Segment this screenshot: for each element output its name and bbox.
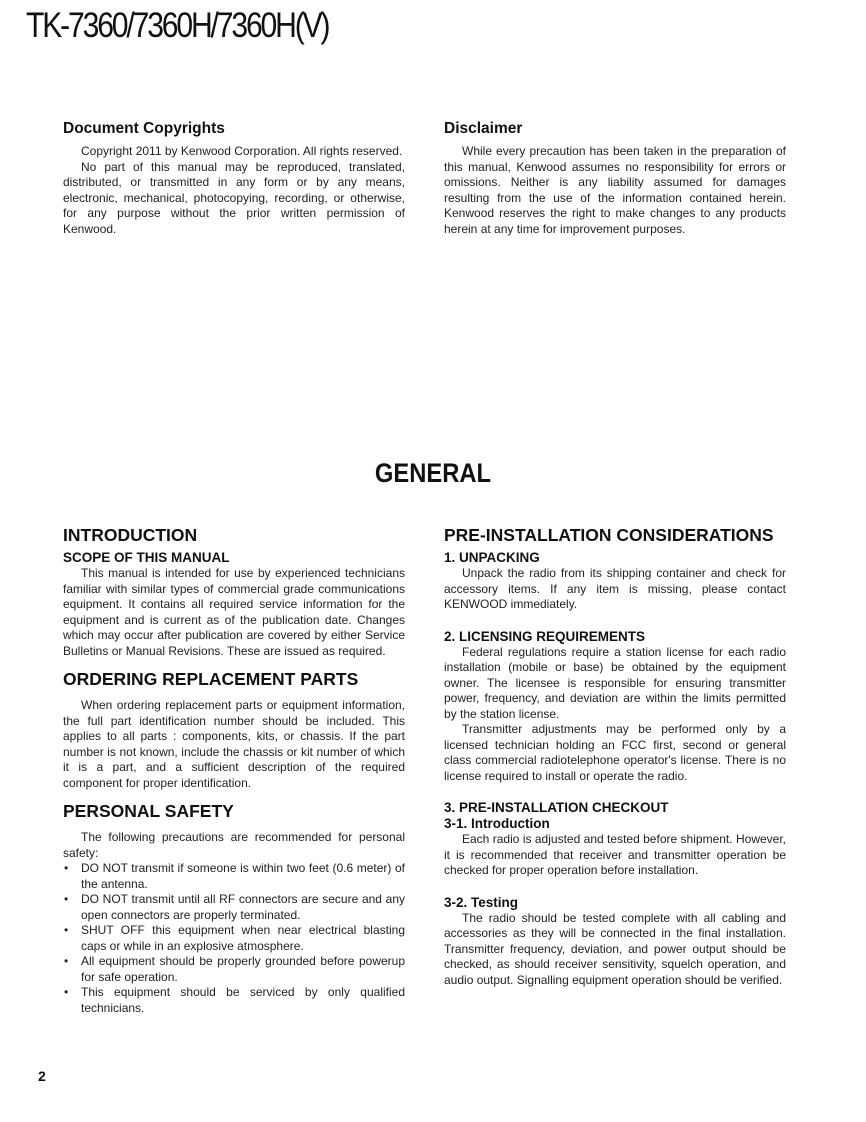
- safety-title: PERSONAL SAFETY: [63, 801, 234, 821]
- testing-text: The radio should be tested complete with all cabling and accessories as they will be connected in the final installation. Transmitter frequency, deviation, and power output should be checked, as should receiver sensitivity, squelch operation, and audio output. Signalling equipment operation should be verified.: [444, 910, 786, 987]
- ordering-text: When ordering replacement parts or equipment information, the full part identification number should be included. This applies to all parts : components, kits, or chassis. If the part number is not known, include the chassis or kit number of which it is a part, and a sufficient description of the required component for proper identification.: [63, 698, 405, 790]
- ordering-title: ORDERING REPLACEMENT PARTS: [63, 669, 359, 689]
- licensing-title: 2. LICENSING REQUIREMENTS: [444, 628, 646, 644]
- copyrights-section: [63, 120, 405, 237]
- checkout-intro-text: Each radio is adjusted and tested before shipment. However, it is recommended that receiver and transmitter operation be checked for proper operation before installation.: [444, 832, 786, 877]
- licensing-text: Federal regulations require a station license for each radio installation (mobile or base) be obtained by the equipment owner. The licensee is responsible for ensuring transmitter power, frequency, and deviation are within the limits permitted by the station license.: [444, 644, 786, 721]
- checkout-intro-title: 3-1. Introduction: [444, 816, 550, 831]
- scope-title: SCOPE OF THIS MANUAL: [63, 550, 230, 565]
- checkout-title: 3. PRE-INSTALLATION CHECKOUT: [444, 800, 669, 815]
- list-item: • SHUT OFF this equipment when near electrical blasting caps or while in an explosive atmosphere.: [63, 923, 405, 954]
- list-item: • DO NOT transmit if someone is within two feet (0.6 meter) of the antenna.: [63, 861, 405, 892]
- page-number: 2: [38, 1068, 46, 1084]
- scope-text: This manual is intended for use by experienced technicians familiar with similar types of commercial grade communications equipment. It contains all required service information for the equipment and is current as of the publication date. Changes which may occur after publication are covered by either Service Bulletins or Manual Revisions. These are issued as required.: [63, 566, 405, 658]
- preinstall-title: PRE-INSTALLATION CONSIDERATIONS: [444, 525, 774, 545]
- right-column: [444, 525, 786, 988]
- copyrights-paragraph: Copyright 2011 by Kenwood Corporation. All rights reserved.: [81, 144, 403, 158]
- list-item: • DO NOT transmit until all RF connectors are secure and any open connectors are properly terminated.: [63, 892, 405, 923]
- unpacking-text: Unpack the radio from its shipping container and check for accessory items. If any item is missing, please contact KENWOOD immediately.: [444, 566, 786, 611]
- disclaimer-paragraph: While every precaution has been taken in the preparation of this manual, Kenwood assumes no responsibility for errors or omissions. Neither is any liability assumed for damages resulting from the use of the information contained herein. Kenwood reserves the right to make changes to any products herein at any time for improvement purposes.: [444, 144, 786, 236]
- section-title: GENERAL: [374, 458, 492, 488]
- safety-intro: The following precautions are recommended for personal safety:: [63, 830, 405, 860]
- copyrights-title: Document Copyrights: [63, 120, 225, 137]
- safety-list: [63, 861, 405, 1016]
- introduction-title: INTRODUCTION: [63, 525, 198, 545]
- unpacking-title: 1. UNPACKING: [444, 550, 540, 565]
- disclaimer-section: [444, 120, 786, 237]
- list-item: • All equipment should be properly grounded before powerup for safe operation.: [63, 954, 405, 985]
- testing-title: 3-2. Testing: [444, 894, 519, 910]
- licensing-text: Transmitter adjustments may be performed only by a licensed technician holding an FCC first, second or general class commercial radiotelephone operator's license. There is no license required to install or operate the radio.: [444, 722, 786, 783]
- list-item: • This equipment should be serviced by only qualified technicians.: [63, 985, 405, 1016]
- disclaimer-title: Disclaimer: [444, 120, 523, 137]
- copyrights-paragraph: No part of this manual may be reproduced, translated, distributed, or transmitted in any form or by any means, electronic, mechanical, photocopying, recording, or otherwise, for any purpose without the prior written permission of Kenwood.: [63, 159, 405, 236]
- model-header: TK-7360/7360H/7360H(V): [26, 6, 329, 45]
- left-column: [63, 525, 405, 1016]
